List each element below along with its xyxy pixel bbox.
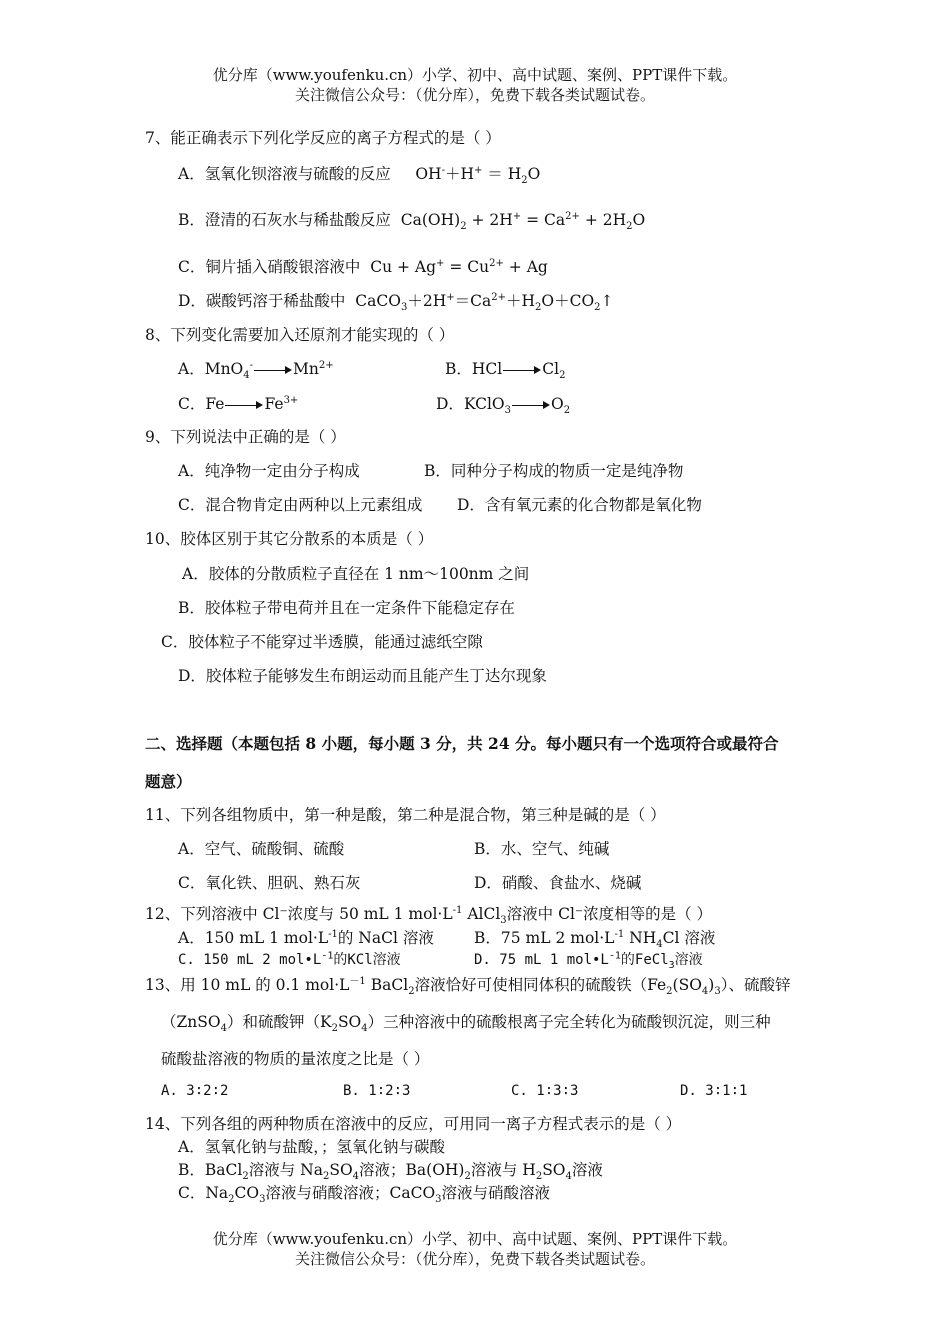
- reaction-arrow-icon: [225, 400, 263, 410]
- section-2-title: 二、选择题（本题包括 8 小题，每小题 3 分，共 24 分。每小题只有一个选项符合或最符合: [145, 734, 779, 753]
- q12-option-b: B．75 mL 2 $mol\cdot L^{-1}$ $NH_4Cl$ 溶液: [474, 928, 716, 951]
- question-13-stem: 13、用 10 mL 的 0.1 $mol\cdot L^{-1}$ BaCl$_2$溶液恰好可使相同体积的硫酸铁$(Fe_2(SO_4)_3)$、硫酸锌: [145, 975, 791, 998]
- q13-option-d: D. 3∶1∶1: [680, 1083, 748, 1099]
- q7-option-a: A．氢氧化钡溶液与硫酸的反应 $OH^-+H^+ = H_2O$: [178, 164, 541, 187]
- q9-option-d: D．含有氧元素的化合物都是氧化物: [457, 496, 702, 514]
- q8-option-d: D．KClO$_3$ $O_2$: [436, 395, 571, 417]
- q7-option-c: C．铜片插入硝酸银溶液中 $Cu + Ag^+ = Cu^{2+} + Ag$: [178, 257, 548, 276]
- question-13-stem-cont: （ZnSO$_4$）和硫酸钾$(K_2SO_4)$三种溶液中的硫酸根离子完全转化为硫酸钡沉淀，则三种: [161, 1013, 771, 1035]
- question-13-stem-end: 硫酸盐溶液的物质的量浓度之比是（ ）: [161, 1050, 430, 1068]
- q14-option-a: A．氢氧化钠与盐酸，；氢氧化钠与碳酸: [178, 1138, 445, 1156]
- question-8-stem: 8、下列变化需要加入还原剂才能实现的（ ）: [145, 326, 455, 344]
- q8-option-a: A．MnO$_4$- $Mn^{2+}$: [178, 359, 334, 382]
- question-9-stem: 9、下列说法中正确的是（ ）: [145, 428, 346, 446]
- q12-option-a: A．150 mL 1 $mol\cdot L^{-1}$的 NaCl 溶液: [178, 928, 434, 947]
- q14-option-b: B．BaCl$_2$溶液与 $Na_2SO_4$溶液；$Ba(OH)_2$溶液与 $H_2SO_4$溶液: [178, 1161, 603, 1183]
- q9-option-b: B．同种分子构成的物质一定是纯净物: [424, 462, 684, 480]
- question-11-stem: 11、下列各组物质中，第一种是酸，第二种是混合物，第三种是碱的是（ ）: [145, 806, 666, 824]
- q11-option-c: C．氧化铁、胆矾、熟石灰: [178, 874, 361, 892]
- q8-option-c: C．Fe $Fe^{3+}$: [178, 394, 299, 413]
- q13-option-b: B. 1∶2∶3: [343, 1083, 411, 1099]
- page-header-line1: 优分库（www.youfenku.cn）小学、初中、高中试题、案例、PPT课件下载。: [212, 66, 738, 84]
- question-14-stem: 14、下列各组的两种物质在溶液中的反应，可用同一离子方程式表示的是（ ）: [145, 1115, 682, 1133]
- q12-option-c: C. 150 mL 2 $mol•L^{-1}$的KCl溶液: [178, 950, 401, 968]
- q14-option-c: C．$Na_2CO_3$溶液与硝酸溶液；CaCO$_3$溶液与硝酸溶液: [178, 1184, 551, 1206]
- q9-option-c: C．混合物肯定由两种以上元素组成: [178, 496, 423, 514]
- section-2-title-cont: 题意）: [145, 772, 192, 791]
- reaction-arrow-icon: [254, 365, 292, 375]
- q12-option-d: D. 75 mL 1 $mol•L^{-1}$的FeCl$_3$溶液: [474, 950, 703, 971]
- q13-option-c: C. 1∶3∶3: [511, 1083, 579, 1099]
- q11-option-d: D．硝酸、食盐水、烧碱: [474, 874, 642, 892]
- q10-option-c: C．胶体粒子不能穿过半透膜，能通过滤纸空隙: [161, 633, 483, 651]
- q11-option-a: A．空气、硫酸铜、硫酸: [178, 840, 345, 858]
- q9-option-a: A．纯净物一定由分子构成: [178, 462, 360, 480]
- question-10-stem: 10、胶体区别于其它分散系的本质是（ ）: [145, 530, 434, 548]
- q8-option-b: B．HCl $Cl_2$: [445, 360, 566, 382]
- page-footer-line2: 关注微信公众号：（优分库），免费下载各类试题试卷。: [294, 1250, 655, 1268]
- reaction-arrow-icon: [503, 365, 541, 375]
- q13-option-a: A. 3∶2∶2: [161, 1083, 229, 1099]
- question-7-stem: 7、能正确表示下列化学反应的离子方程式的是（ ）: [145, 129, 501, 147]
- page-header-line2: 关注微信公众号：（优分库），免费下载各类试题试卷。: [294, 86, 655, 104]
- q7-option-b: B．澄清的石灰水与稀盐酸反应 $Ca(OH)_2 + 2H^+ = Ca^{2+} + 2H_2O$: [178, 210, 646, 233]
- q7-option-d: D．碳酸钙溶于稀盐酸中 $CaCO_3+2H^+=Ca^{2+}+H_2O+CO_2↑$: [178, 291, 614, 314]
- q10-option-d: D．胶体粒子能够发生布朗运动而且能产生丁达尔现象: [178, 667, 547, 685]
- page-footer-line1: 优分库（www.youfenku.cn）小学、初中、高中试题、案例、PPT课件下载。: [212, 1230, 738, 1248]
- q10-option-a: A．胶体的分散质粒子直径在 1 nm～100nm 之间: [182, 565, 530, 583]
- q10-option-b: B．胶体粒子带电荷并且在一定条件下能稳定存在: [178, 599, 515, 617]
- q11-option-b: B．水、空气、纯碱: [474, 840, 610, 858]
- reaction-arrow-icon: [512, 400, 550, 410]
- question-12-stem: 12、下列溶液中 Cl⁻浓度与 50 mL 1 $mol\cdot L^{-1}$ AlCl$_3$溶液中 Cl⁻浓度相等的是（ ）: [145, 904, 713, 927]
